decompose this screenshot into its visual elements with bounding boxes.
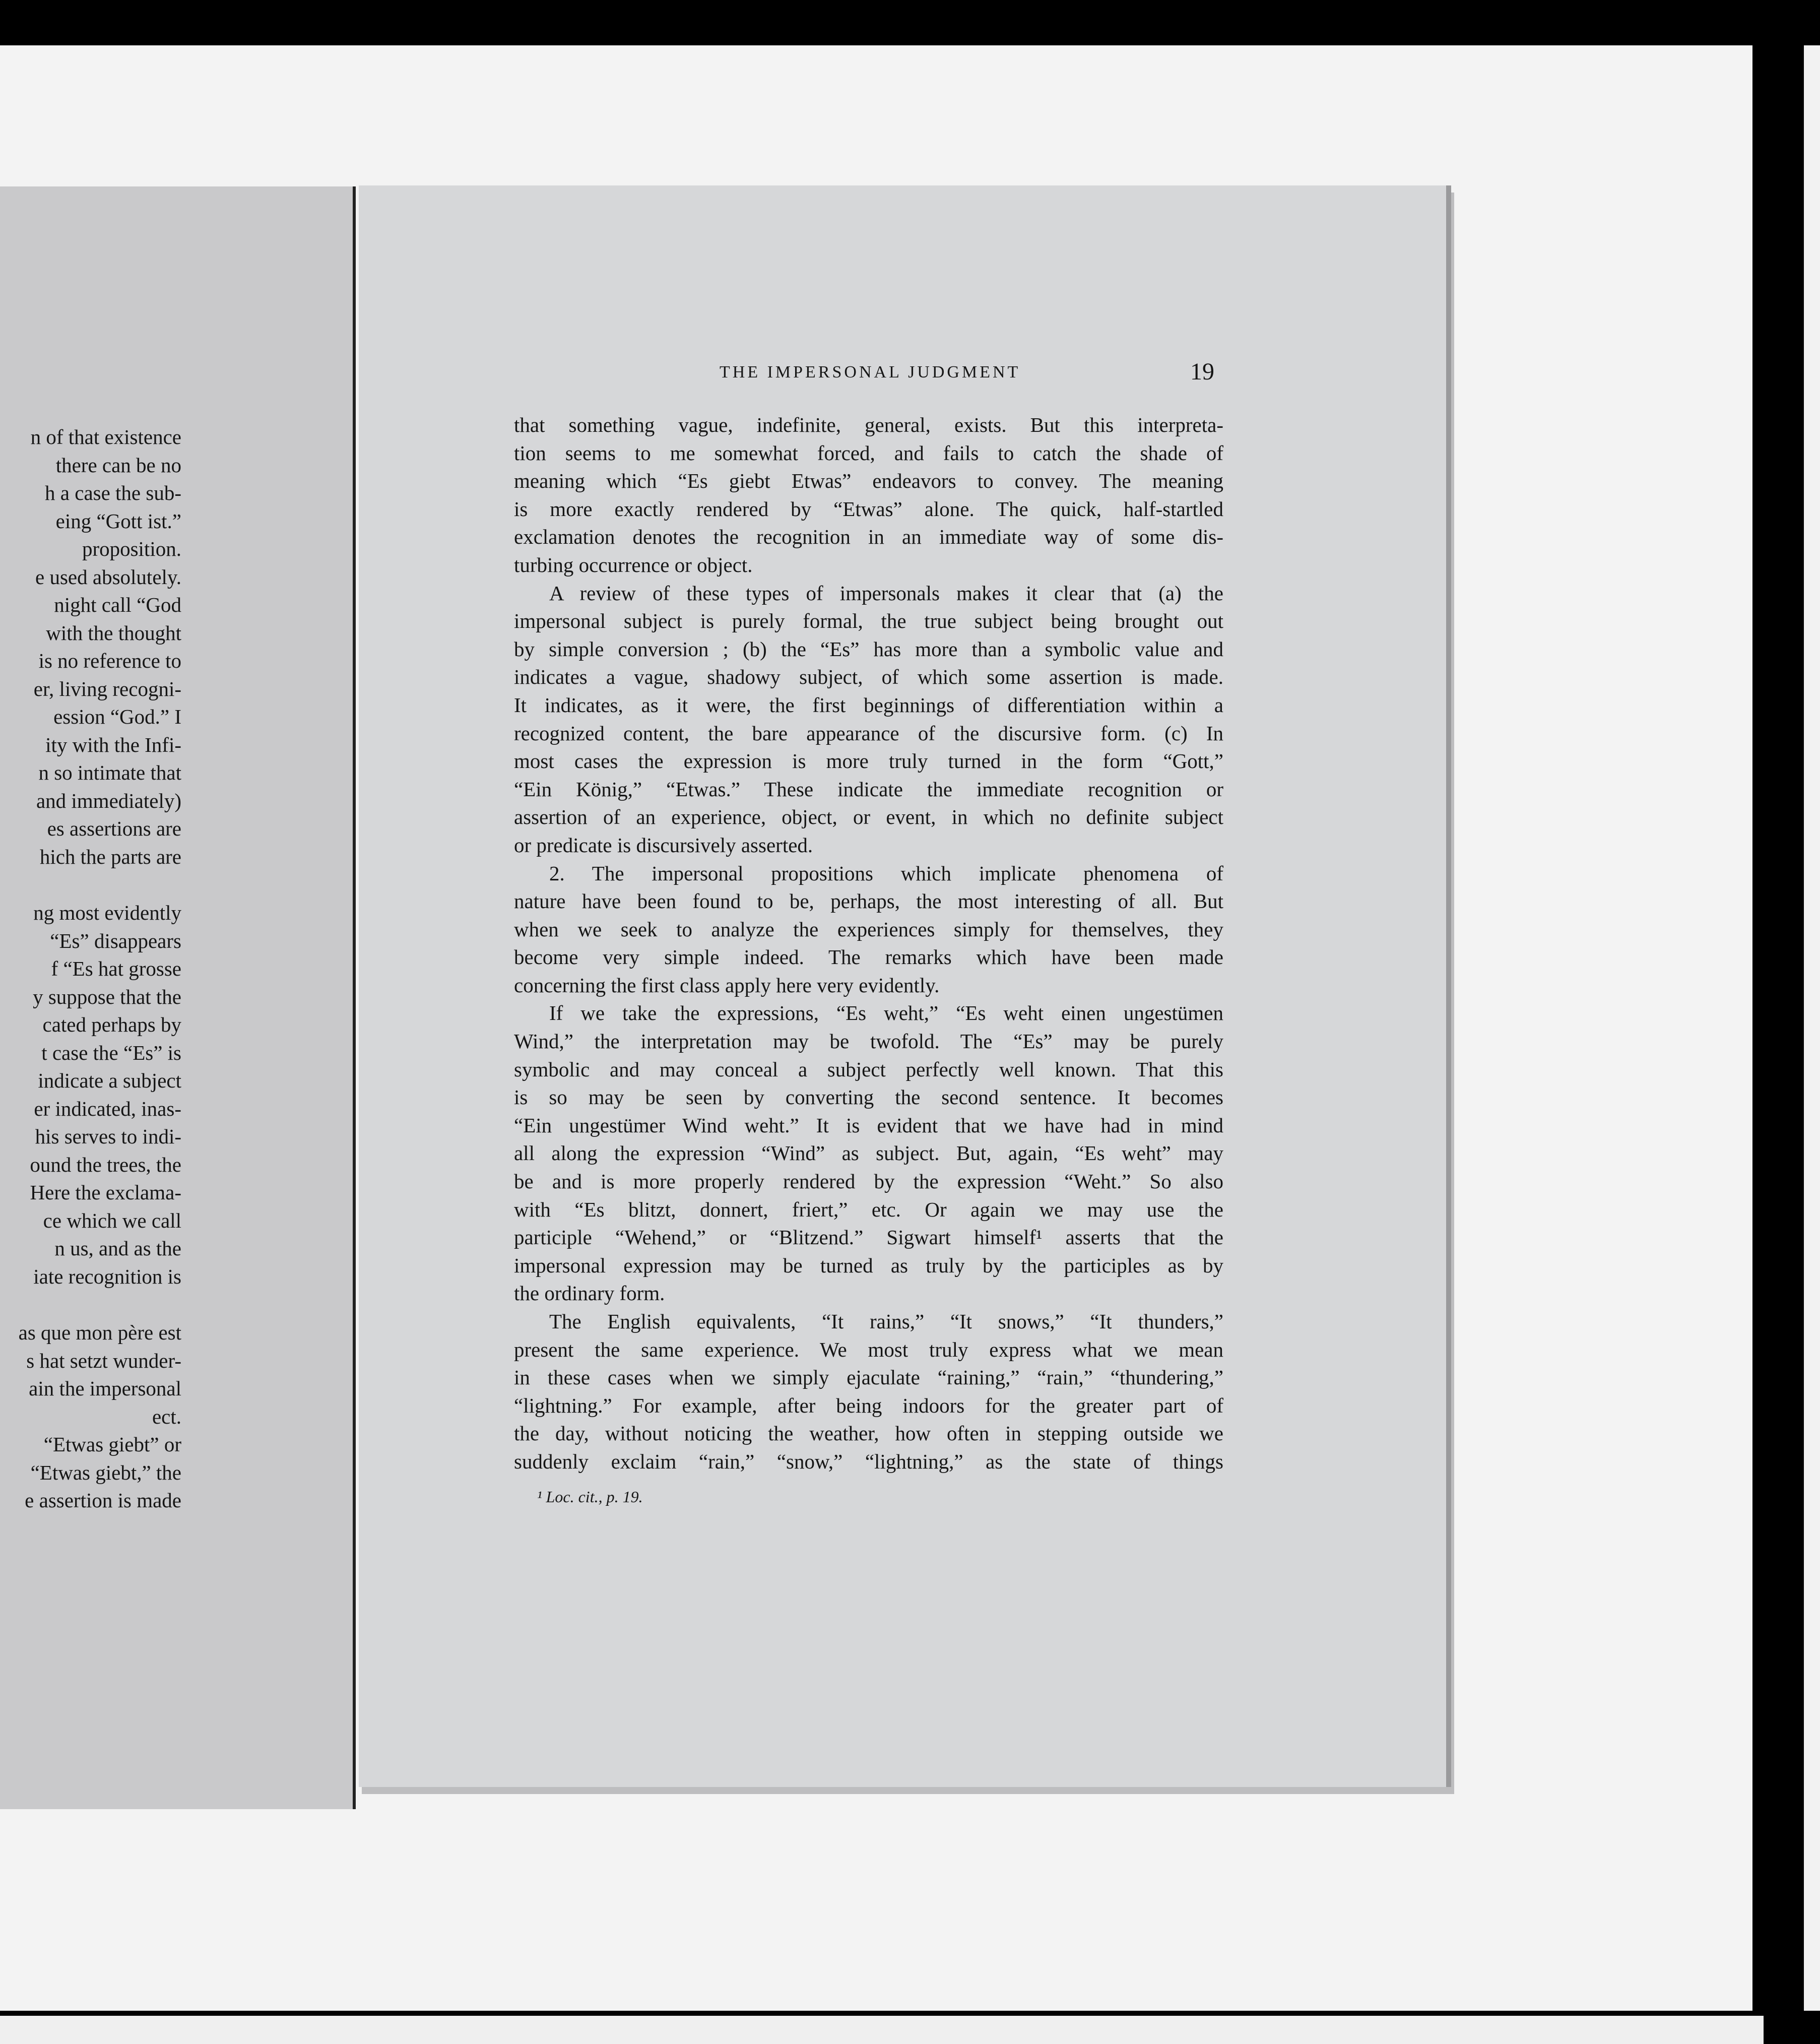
text-line: meaning which “Es giebt Etwas” endeavors to convey. The meaning [514, 469, 1223, 493]
text-line: Wind,” the interpretation may be twofold. The “Es” may be purely [514, 1030, 1223, 1053]
text-line: become very simple indeed. The remarks which have been made [514, 945, 1223, 969]
left-text-line: “Es” disappears [50, 929, 181, 952]
text-line: “Ein ungestümer Wind weht.” It is evident that we have had in mind [514, 1113, 1223, 1137]
running-head: THE IMPERSONAL JUDGMENT [720, 363, 1021, 381]
left-text-line: s hat setzt wunder- [26, 1349, 181, 1372]
text-line: 2. The impersonal propositions which implicate phenomena of [549, 861, 1223, 885]
left-text-line: cated perhaps by [42, 1013, 181, 1036]
body-text [514, 411, 1223, 1476]
text-line: most cases the expression is more truly turned in the form “Gott,” [514, 749, 1223, 773]
left-text-line: ce which we call [43, 1208, 181, 1232]
page-number: 19 [1190, 358, 1214, 385]
text-line: all along the expression “Wind” as subject. But, again, “Es weht” may [514, 1141, 1223, 1165]
text-line: impersonal expression may be turned as truly by the participles as by [514, 1253, 1223, 1277]
left-text-line: Here the exclama- [30, 1181, 181, 1204]
left-text-line: ain the impersonal [29, 1377, 181, 1400]
left-text-line: ity with the Infi- [45, 733, 181, 756]
left-text-line: “Etwas giebt,” the [30, 1460, 181, 1484]
left-page [0, 186, 356, 1809]
text-line: that something vague, indefinite, general, exists. But this interpreta- [514, 413, 1223, 436]
left-text-line: with the thought [46, 621, 181, 645]
left-text-line: f “Es hat grosse [51, 957, 181, 980]
left-text-line: “Etwas giebt” or [43, 1433, 181, 1456]
left-text-line: e assertion is made [25, 1489, 181, 1512]
left-text-line: ng most evidently [33, 901, 181, 924]
text-line: impersonal subject is purely formal, the true subject being brought out [514, 609, 1223, 633]
left-text-line: ect. [152, 1404, 181, 1428]
text-line: exclamation denotes the recognition in an immediate way of some dis- [514, 525, 1223, 549]
text-line: or predicate is discursively asserted. [514, 833, 813, 857]
left-text-line: t case the “Es” is [41, 1041, 181, 1064]
left-text-line: his serves to indi- [35, 1125, 181, 1148]
left-text-line: n us, and as the [54, 1237, 181, 1260]
left-text-line: ession “God.” I [53, 705, 181, 728]
text-line: recognized content, the bare appearance of the discursive form. (c) In [514, 721, 1223, 745]
text-line: the ordinary form. [514, 1282, 665, 1305]
text-line: assertion of an experience, object, or event, in which no definite subject [514, 805, 1223, 829]
left-text-line: n so intimate that [38, 761, 181, 784]
text-line: “lightning.” For example, after being indoors for the greater part of [514, 1393, 1223, 1417]
left-text-line [0, 871, 181, 899]
left-text-line [0, 1291, 181, 1319]
left-text-line: night call “God [54, 593, 181, 616]
text-line: the day, without noticing the weather, how often in stepping outside we [514, 1422, 1223, 1445]
left-text-line: is no reference to [38, 649, 181, 672]
text-line: turbing occurrence or object. [514, 553, 753, 577]
left-text-line: n of that existence [30, 425, 181, 449]
text-line: by simple conversion ; (b) the “Es” has more than a symbolic value and [514, 637, 1223, 661]
text-line: The English equivalents, “It rains,” “It snows,” “It thunders,” [549, 1310, 1223, 1333]
text-line: in these cases when we simply ejaculate “raining,” “rain,” “thundering,” [514, 1366, 1223, 1389]
text-line: A review of these types of impersonals makes it clear that (a) the [549, 581, 1223, 605]
left-text-line: ound the trees, the [30, 1153, 181, 1176]
text-line: be and is more properly rendered by the expression “Weht.” So also [514, 1170, 1223, 1193]
left-page-text [0, 423, 181, 1515]
scan-bottom-strip [0, 2016, 1764, 2044]
left-text-line: eing “Gott ist.” [55, 509, 181, 533]
left-text-line: e used absolutely. [35, 565, 181, 589]
text-line: present the same experience. We most truly express what we mean [514, 1337, 1223, 1361]
footnote: ¹ Loc. cit., p. 19. [537, 1488, 643, 1506]
left-text-line: proposition. [82, 537, 181, 560]
text-line: It indicates, as it were, the first beginnings of differentiation within a [514, 693, 1223, 717]
text-line: indicates a vague, shadowy subject, of which some assertion is made. [514, 665, 1223, 689]
left-text-line: as que mon père est [18, 1321, 181, 1344]
left-text-line: and immediately) [36, 789, 181, 812]
text-line: is more exactly rendered by “Etwas” alone. The quick, half-startled [514, 497, 1223, 521]
text-line: tion seems to me somewhat forced, and fails to catch the shade of [514, 441, 1223, 465]
left-text-line: hich the parts are [39, 845, 181, 868]
text-line: suddenly exclaim “rain,” “snow,” “lightning,” as the state of things [514, 1449, 1223, 1473]
text-line: when we seek to analyze the experiences simply for themselves, they [514, 917, 1223, 941]
left-text-line: er, living recogni- [33, 677, 181, 700]
text-line: nature have been found to be, perhaps, the most interesting of all. But [514, 889, 1223, 913]
left-text-line: h a case the sub- [45, 481, 181, 504]
left-text-line: es assertions are [47, 817, 181, 840]
left-text-line: y suppose that the [33, 985, 181, 1008]
text-line: “Ein König,” “Etwas.” These indicate the immediate recognition or [514, 777, 1223, 801]
text-line: with “Es blitzt, donnert, friert,” etc. Or again we may use the [514, 1197, 1223, 1221]
scan-edge-strip [1804, 45, 1820, 2011]
left-text-line: indicate a subject [38, 1069, 181, 1092]
text-line: participle “Wehend,” or “Blitzend.” Sigwart himself¹ asserts that the [514, 1226, 1223, 1249]
text-line: is so may be seen by converting the second sentence. It becomes [514, 1085, 1223, 1109]
left-text-line: er indicated, inas- [34, 1097, 181, 1120]
text-line: symbolic and may conceal a subject perfectly well known. That this [514, 1057, 1223, 1081]
left-text-line: iate recognition is [33, 1264, 181, 1288]
left-text-line: there can be no [55, 453, 181, 477]
text-line: If we take the expressions, “Es weht,” “Es weht einen ungestümen [549, 1001, 1223, 1025]
text-line: concerning the first class apply here very evidently. [514, 973, 940, 997]
